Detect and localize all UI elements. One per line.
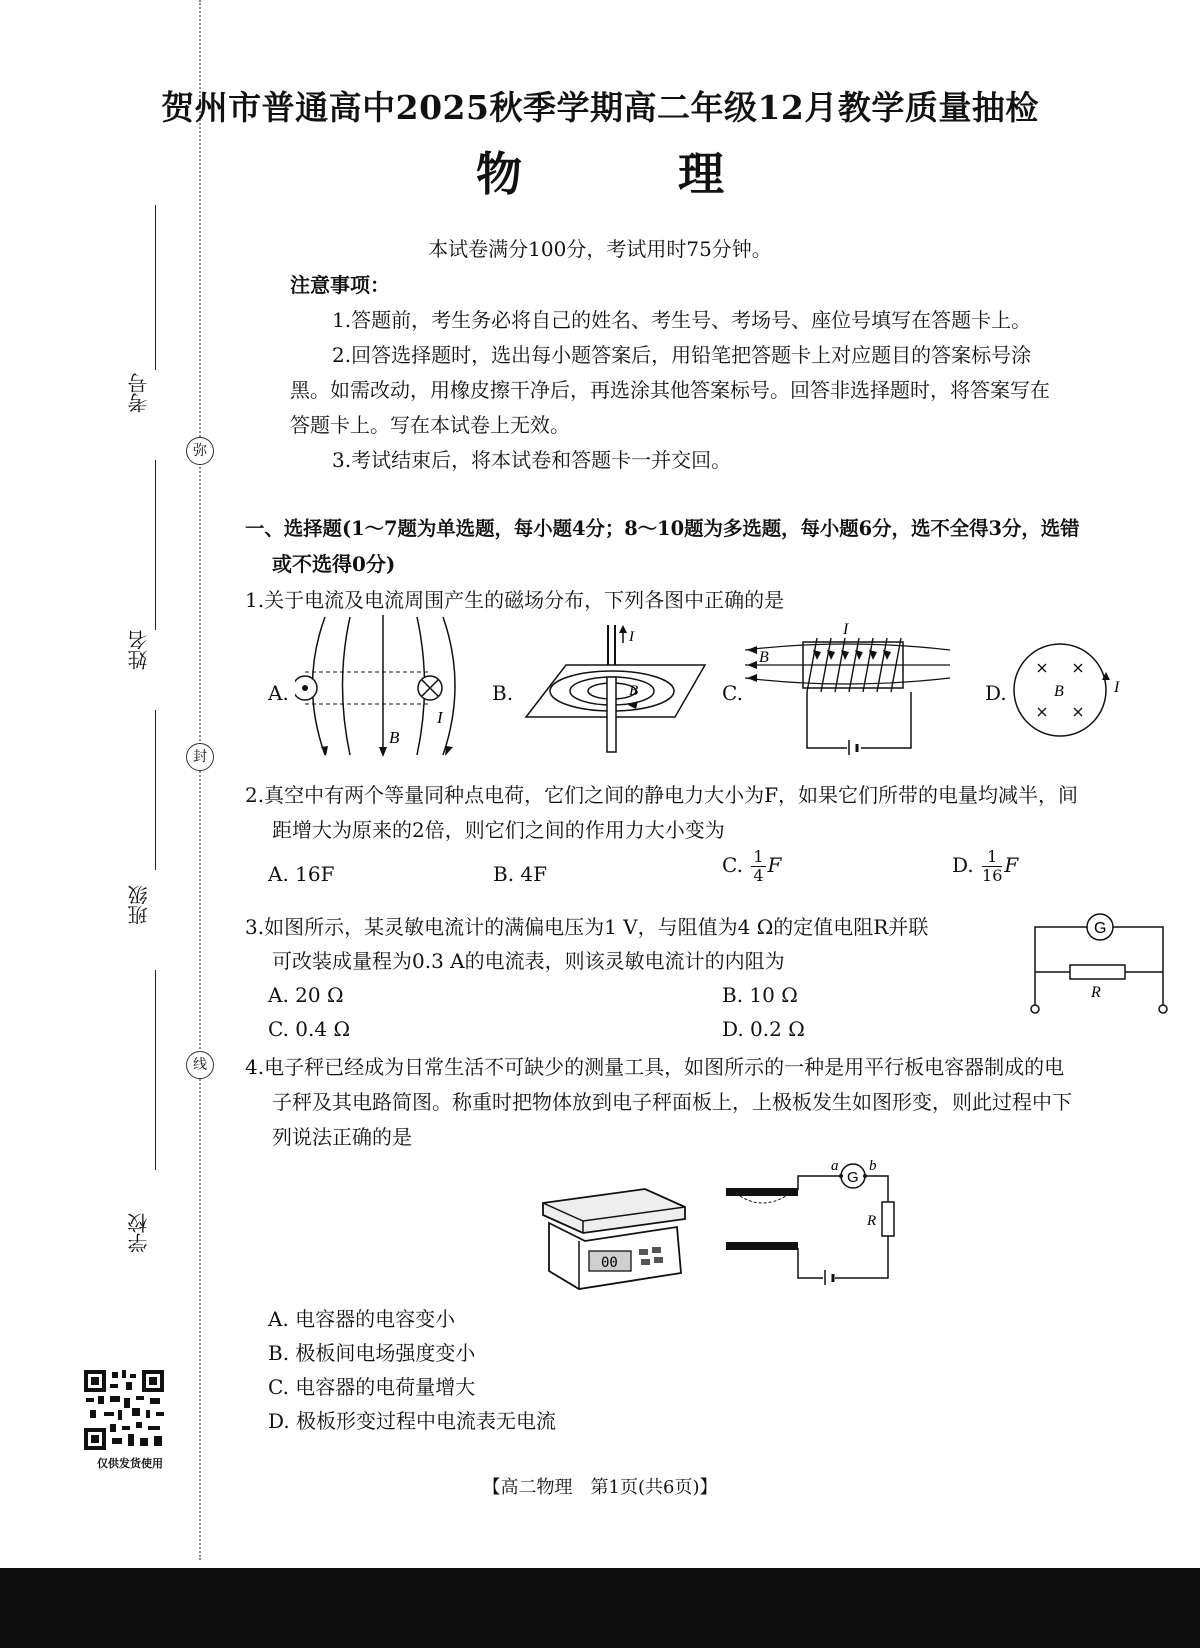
notice-line-5: 3.考试结束后，将本试卷和答题卡一并交回。 <box>332 448 732 472</box>
q4-scale-display: 00 <box>601 1255 618 1271</box>
q3-option-b: B. 10 Ω <box>722 983 798 1007</box>
q4-R-label: R <box>867 1213 877 1229</box>
class-line <box>155 710 156 870</box>
q2-option-d <box>952 848 1018 885</box>
q1c-label-B: B <box>759 649 769 666</box>
notice-heading: 注意事项： <box>290 273 390 297</box>
q4-stem-1: 4.电子秤已经成为日常生活不可缺少的测量工具，如图所示的一种是用平行板电容器制成的电 <box>245 1055 1065 1079</box>
q2-option-b: B. 4F <box>493 862 548 886</box>
seal-mi: 弥 <box>186 437 214 465</box>
seal-feng: 封 <box>186 743 214 771</box>
q4-option-a: A. 电容器的电容变小 <box>268 1307 456 1331</box>
exam-title: 贺州市普通高中2025秋季学期高二年级12月教学质量抽检 <box>161 88 1039 127</box>
q1d-label-I: I <box>1114 679 1120 696</box>
exam-intro: 本试卷满分100分，考试用时75分钟。 <box>428 237 772 261</box>
exam-number-line <box>155 205 156 370</box>
section1-heading-cont: 或不选得0分) <box>272 552 396 576</box>
q4-option-b: B. 极板间电场强度变小 <box>268 1341 476 1365</box>
q2c-var: F <box>767 853 782 877</box>
q2d-num: 1 <box>982 848 1002 867</box>
scan-black-bar <box>0 1568 1200 1648</box>
q1a-label-I: I <box>437 708 443 727</box>
q4-stem-3: 列说法正确的是 <box>272 1125 412 1149</box>
subject-title: 物 理 <box>475 147 794 201</box>
q4-circuit-figure <box>720 1160 900 1285</box>
q4-option-c: C. 电容器的电荷量增大 <box>268 1375 476 1399</box>
q1-figure-b <box>520 625 720 755</box>
q1-option-b-label: B. <box>492 681 514 705</box>
q1c-label-I: I <box>843 621 849 638</box>
q4-G-label: G <box>847 1169 859 1186</box>
q2d-den: 16 <box>982 866 1003 885</box>
school-label: 学校 <box>127 1213 151 1253</box>
q4-b-label: b <box>869 1160 877 1174</box>
seal-xian: 线 <box>186 1051 214 1079</box>
q1-figure-c <box>745 620 955 755</box>
q1b-label-B: B <box>629 683 639 699</box>
q1d-label-B: B <box>1054 683 1064 700</box>
q3-option-a: A. 20 Ω <box>268 983 344 1007</box>
q3-stem-2: 可改装成量程为0.3 A的电流表，则该灵敏电流计的内阻为 <box>272 949 785 973</box>
q2d-var: F <box>1004 853 1019 877</box>
notice-line-3: 黑。如需改动，用橡皮擦干净后，再选涂其他答案标号。回答非选择题时，将答案写在 <box>290 378 1050 402</box>
q2-option-c <box>722 848 781 885</box>
q2-stem-2: 距增大为原来的2倍，则它们之间的作用力大小变为 <box>272 818 725 842</box>
q2-option-a: A. 16F <box>268 862 335 886</box>
q3-option-c: C. 0.4 Ω <box>268 1017 351 1041</box>
q4-a-label: a <box>831 1160 839 1174</box>
q1-option-c-label: C. <box>722 681 743 705</box>
notice-line-2: 2.回答选择题时，选出每小题答案后，用铅笔把答题卡上对应题目的答案标号涂 <box>332 343 1032 367</box>
q2d-label: D. <box>952 853 974 877</box>
q3-option-d: D. 0.2 Ω <box>722 1017 805 1041</box>
q1-figure-d <box>1010 640 1130 740</box>
q1-figure-a <box>295 615 465 760</box>
section1-heading: 一、选择题(1～7题为单选题，每小题4分；8～10题为多选题，每小题6分，选不全得3分，选错 <box>245 517 1080 540</box>
name-line <box>155 460 156 630</box>
q3-G-label: G <box>1094 920 1107 937</box>
q2c-fraction <box>751 848 765 885</box>
q1-option-a-label: A. <box>268 681 289 705</box>
q3-circuit-figure <box>1025 905 1175 1020</box>
q2c-num: 1 <box>753 847 764 866</box>
page-footer: 【高二物理 第1页(共6页)】 <box>482 1477 718 1498</box>
q4-stem-2: 子秤及其电路简图。称重时把物体放到电子秤面板上，上极板发生如图形变，则此过程中下 <box>272 1090 1072 1114</box>
notice-line-1: 1.答题前，考生务必将自己的姓名、考生号、考场号、座位号填写在答题卡上。 <box>332 308 1032 332</box>
q1b-label-I: I <box>629 629 634 645</box>
notice-line-4: 答题卡上。写在本试卷上无效。 <box>290 413 570 437</box>
qr-code <box>82 1368 166 1452</box>
q1-option-d-label: D. <box>985 681 1007 705</box>
q2-stem-1: 2.真空中有两个等量同种点电荷，它们之间的静电力大小为F，如果它们所带的电量均减半，间 <box>245 783 1078 807</box>
q1-stem: 1.关于电流及电流周围产生的磁场分布，下列各图中正确的是 <box>245 588 785 612</box>
q3-stem-1: 3.如图所示，某灵敏电流计的满偏电压为1 V，与阻值为4 Ω的定值电阻R并联 <box>245 915 929 939</box>
q4-scale-picture <box>535 1183 695 1295</box>
school-line <box>155 970 156 1170</box>
qr-caption: 仅供发货使用 <box>97 1457 163 1470</box>
q2d-fraction <box>982 848 1002 885</box>
exam-number-label: 考号 <box>127 373 151 413</box>
q2c-den: 4 <box>753 866 764 885</box>
class-label: 班级 <box>127 885 151 925</box>
q2c-label: C. <box>722 853 743 877</box>
name-label: 姓名 <box>127 630 151 670</box>
q3-R-label: R <box>1091 984 1101 1001</box>
q1a-label-B: B <box>389 728 400 747</box>
q4-option-d: D. 极板形变过程中电流表无电流 <box>268 1409 557 1433</box>
